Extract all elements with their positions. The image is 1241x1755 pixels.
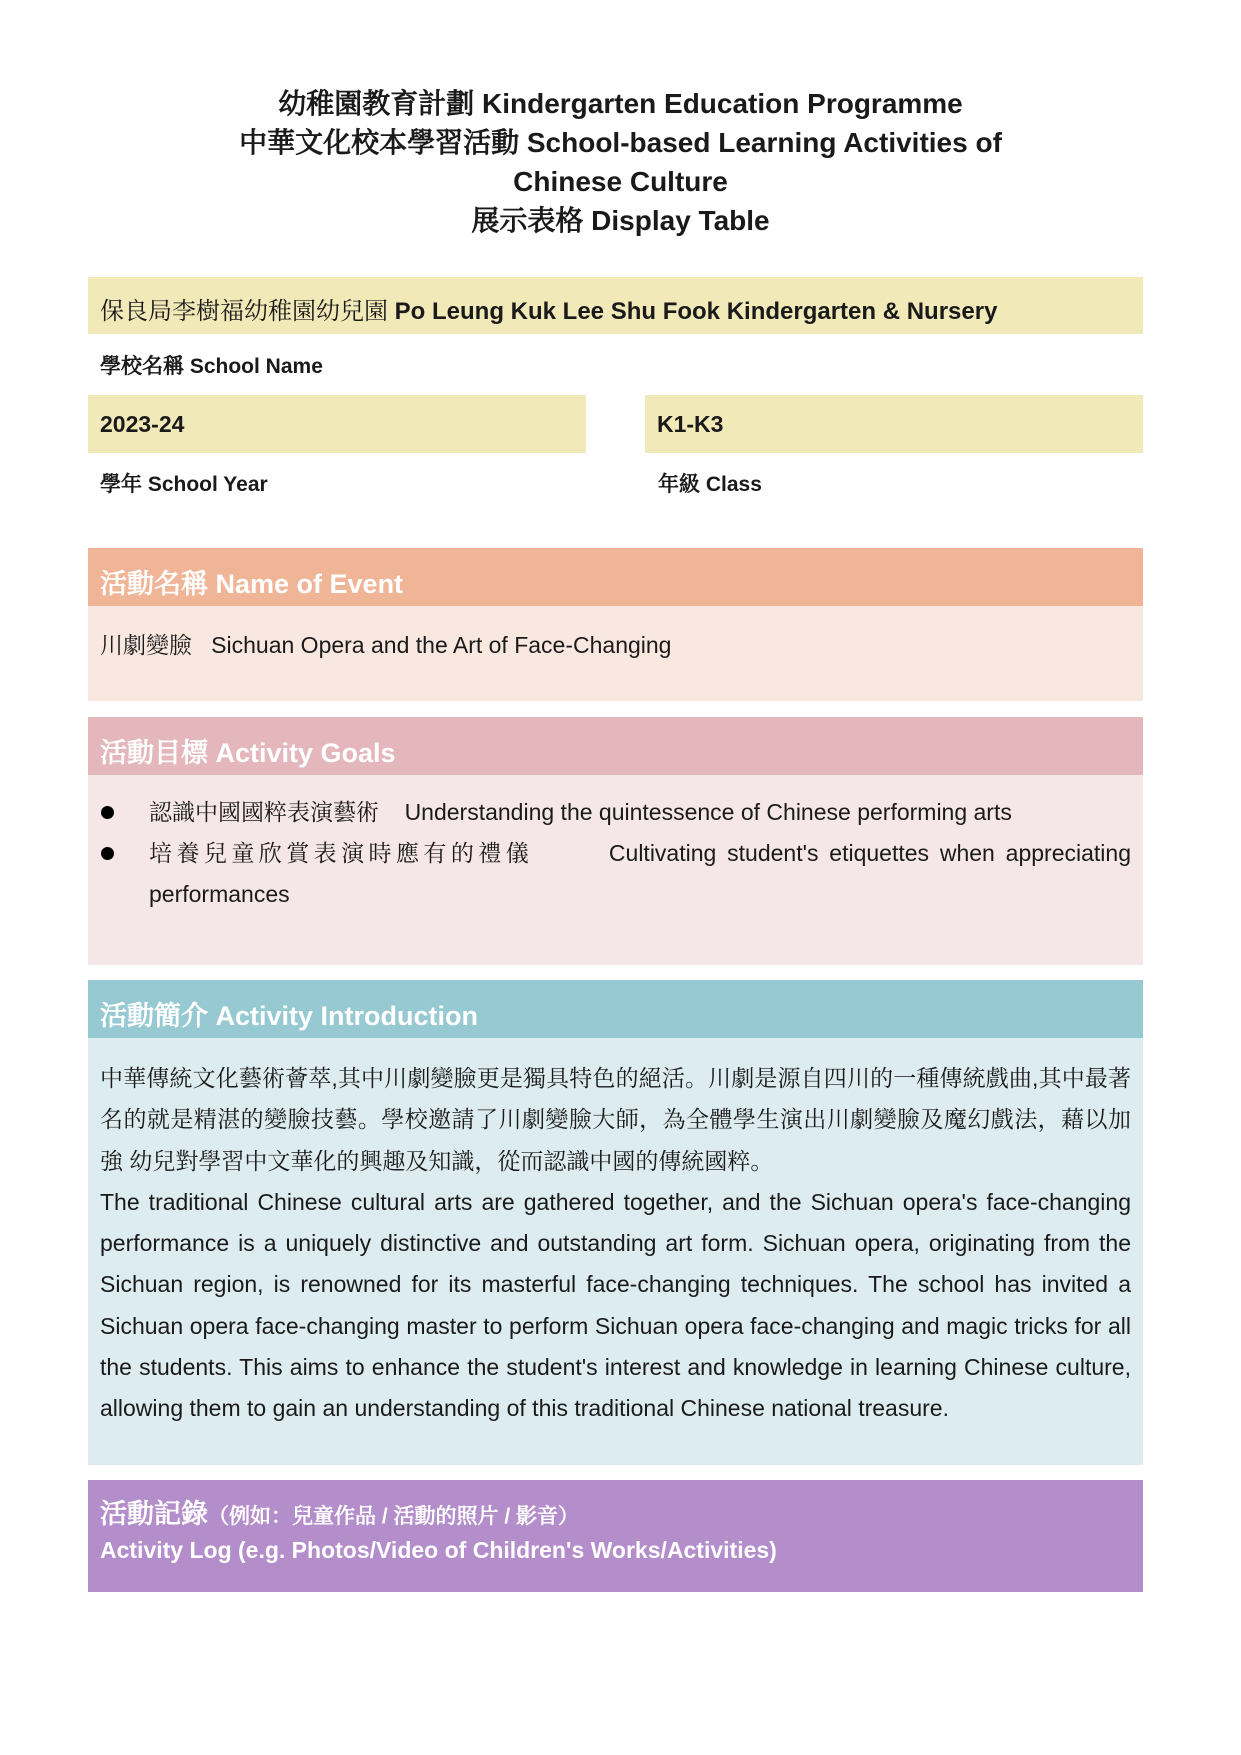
event-name-en: Sichuan Opera and the Art of Face-Changing bbox=[211, 632, 672, 658]
goals-header: 活動目標 Activity Goals bbox=[88, 717, 1143, 775]
event-body bbox=[88, 606, 1143, 701]
introduction-text-zh: 中華傳統文化藝術薈萃,其中川劇變臉更是獨具特色的絕活。川劇是源自四川的一種傳統戲曲,其中最著名的就是精湛的變臉技藝。學校邀請了川劇變臉大師，為全體學生演出川劇變臉及魔幻戲法，藉以加強 幼兒對學習中文華化的興趣及知識，從而認識中國的傳統國粹。 bbox=[100, 1065, 1131, 1174]
title-line-1: 幼稚園教育計劃 Kindergarten Education Programme bbox=[278, 88, 963, 119]
school-name-label: 學校名稱 School Name bbox=[100, 355, 323, 378]
class-label: 年級 Class bbox=[658, 473, 762, 496]
goal-text-en: Cultivating student's etiquettes when appreciating performances bbox=[149, 840, 1131, 907]
introduction-text-en: The traditional Chinese cultural arts are gathered together, and the Sichuan opera's face-changing performance is a uniquely distinctive and outstanding art form. Sichuan opera, originating from the Sichuan region, is renowned for its masterful face-changing techniques. The school has invited a Sichuan opera face-changing master to perform Sichuan opera face-changing and magic tricks for all the students. This aims to enhance the student's interest and knowledge in learning Chinese culture, allowing them to gain an understanding of this traditional Chinese national treasure. bbox=[100, 1188, 1131, 1422]
title-line-2: 中華文化校本學習活動 School-based Learning Activities of bbox=[239, 127, 1002, 158]
activity-log-header-en: Activity Log (e.g. Photos/Video of Children's Works/Activities) bbox=[100, 1537, 777, 1563]
school-name-zh: 保良局李樹福幼稚園幼兒園 bbox=[100, 298, 388, 325]
bullet-icon bbox=[101, 806, 114, 819]
goal-text-zh: 培養兒童欣賞表演時應有的禮儀 bbox=[149, 840, 534, 866]
goal-text bbox=[149, 833, 1131, 915]
school-name-field bbox=[88, 277, 1143, 334]
introduction-body bbox=[88, 1038, 1143, 1465]
title-line-4: 展示表格 Display Table bbox=[471, 205, 770, 236]
event-name-zh: 川劇變臉 bbox=[100, 632, 192, 658]
activity-log-subtitle-zh: （例如：兒童作品 / 活動的照片 / 影音） bbox=[208, 1505, 580, 1528]
event-header: 活動名稱 Name of Event bbox=[88, 548, 1143, 606]
goal-text-zh: 認識中國國粹表演藝術 bbox=[149, 799, 379, 825]
title-line-3: Chinese Culture bbox=[513, 166, 728, 197]
introduction-header: 活動簡介 Activity Introduction bbox=[88, 980, 1143, 1038]
school-year-field bbox=[88, 395, 586, 453]
school-year-label: 學年 School Year bbox=[100, 473, 268, 496]
activity-log-section bbox=[88, 1480, 1143, 1592]
class-value: K1-K3 bbox=[657, 411, 724, 437]
activity-log-header-zh bbox=[100, 1492, 1131, 1531]
school-year-value: 2023-24 bbox=[100, 411, 185, 437]
page-title bbox=[0, 84, 1241, 240]
goal-text-en: Understanding the quintessence of Chinese performing arts bbox=[404, 799, 1012, 825]
class-field bbox=[645, 395, 1143, 453]
goal-text bbox=[149, 792, 1131, 833]
school-name-en: Po Leung Kuk Lee Shu Fook Kindergarten & Nursery bbox=[394, 298, 998, 325]
activity-log-title-zh: 活動記錄 bbox=[100, 1499, 208, 1529]
goals-body bbox=[88, 775, 1143, 965]
bullet-icon bbox=[101, 847, 114, 860]
